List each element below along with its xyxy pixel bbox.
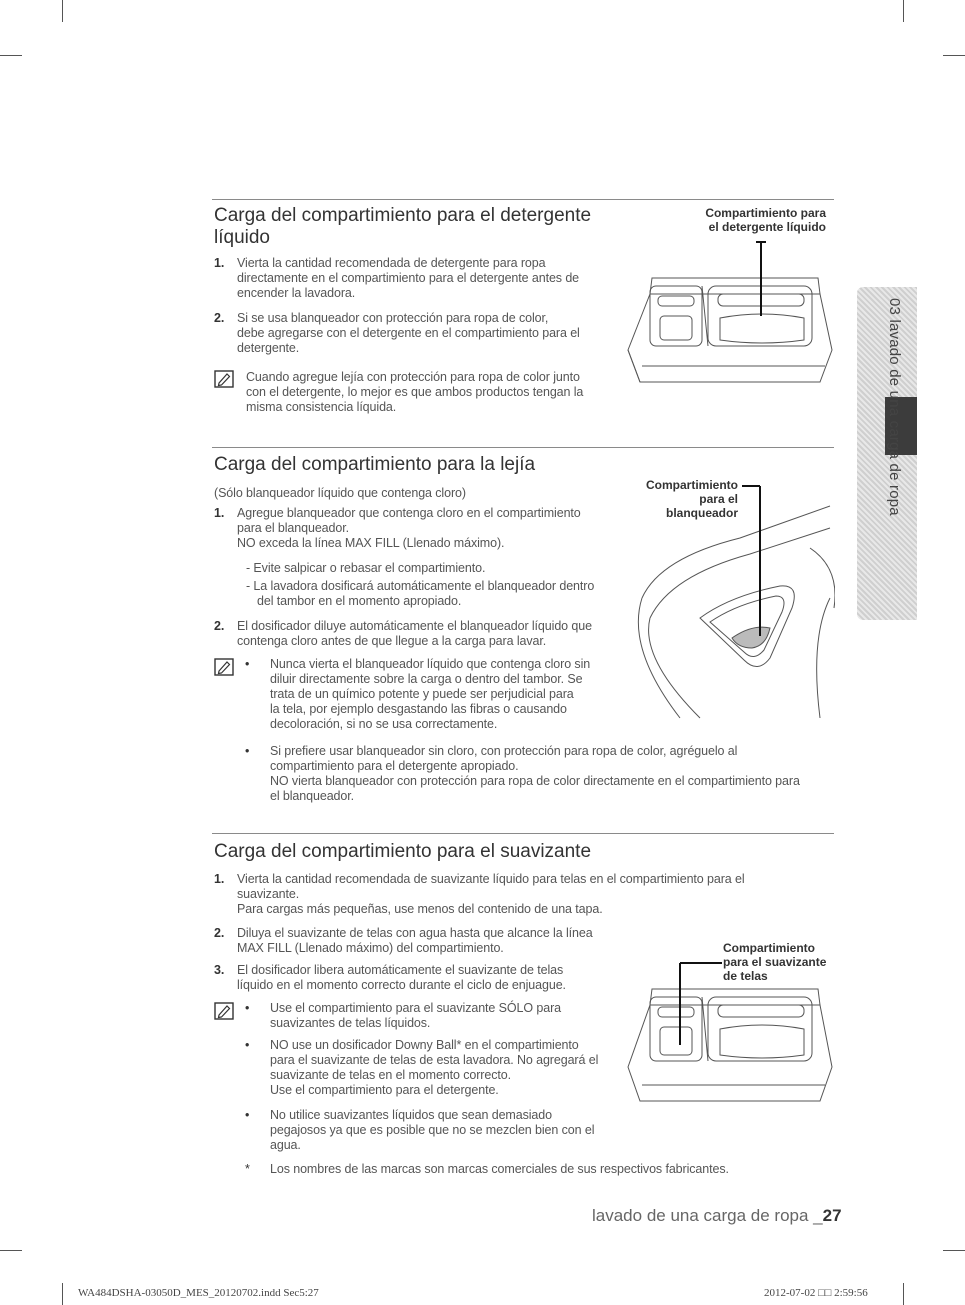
callout-bleach-compartment: Compartimiento para el blanqueador bbox=[645, 478, 738, 520]
crop-mark bbox=[62, 0, 63, 22]
print-slug-left: WA484DSHA-03050D_MES_20120702.indd Sec5:27 bbox=[78, 1287, 319, 1299]
crop-mark bbox=[0, 1250, 22, 1251]
section-divider bbox=[212, 833, 834, 834]
note-icon bbox=[214, 370, 234, 388]
section-title-softener: Carga del compartimiento para el suavizante bbox=[214, 841, 592, 862]
crop-mark bbox=[0, 55, 22, 56]
section-divider bbox=[212, 199, 834, 200]
crop-mark bbox=[943, 55, 965, 56]
crop-mark bbox=[903, 0, 904, 22]
softener-drawer-illustration bbox=[620, 955, 835, 1107]
detergent-drawer-illustration bbox=[620, 238, 835, 390]
note-icon bbox=[214, 658, 234, 676]
bleach-dispenser-illustration bbox=[620, 478, 835, 723]
callout-softener-compartment: Compartimiento para el suavizante de telas bbox=[723, 941, 827, 983]
section-title-bleach: Carga del compartimiento para la lejía bbox=[214, 454, 536, 475]
print-slug-right: 2012-07-02 □□ 2:59:56 bbox=[764, 1287, 868, 1299]
chapter-tab-label: 03 lavado de una carga de ropa bbox=[886, 298, 903, 516]
crop-mark bbox=[943, 1250, 965, 1251]
note-text: Cuando agregue lejía con protección para ropa de color junto con el detergente, lo mejor es que ambos productos tengan la misma consistencia líquida. bbox=[246, 370, 584, 414]
note-icon bbox=[214, 1002, 234, 1020]
crop-mark bbox=[62, 1283, 63, 1305]
section-title-detergent: Carga del compartimiento para el detergente líquido bbox=[214, 205, 592, 248]
section-divider bbox=[212, 447, 834, 448]
page-footer: lavado de una carga de ropa _27 bbox=[592, 1206, 842, 1225]
crop-mark bbox=[903, 1283, 904, 1305]
bleach-intro: (Sólo blanqueador líquido que contenga cloro) bbox=[214, 486, 466, 500]
bleach-sub-items: - Evite salpicar o rebasar el compartimiento. - La lavadora dosificará automáticamente el blanqueador dentro del tambor en el momento apropiado. bbox=[246, 561, 595, 608]
callout-detergent-compartment: Compartimiento para el detergente líquido bbox=[705, 206, 826, 234]
